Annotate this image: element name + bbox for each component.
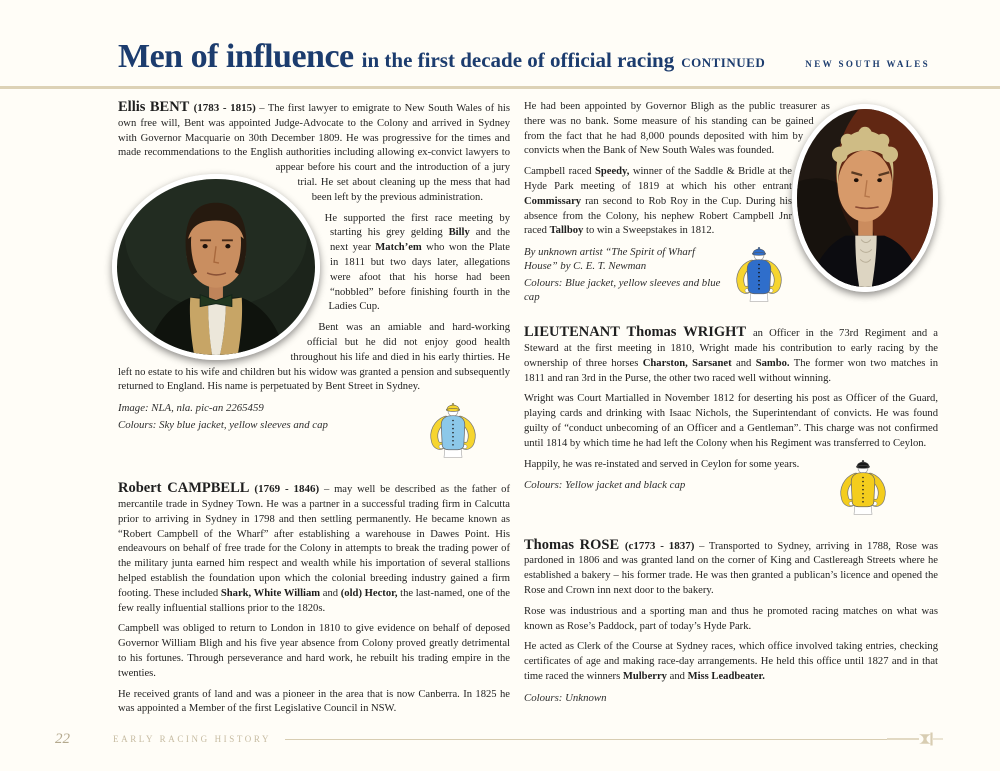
bent-image-credit: Image: NLA, nla. pic-an 2265459	[118, 402, 264, 415]
wright-colours-caption: Colours: Yellow jacket and black cap	[524, 479, 686, 492]
page-subtitle: in the first decade of official racing	[361, 48, 675, 72]
left-column	[118, 100, 510, 723]
page-footer	[55, 729, 945, 749]
right-column	[524, 100, 938, 708]
bent-colours-caption: Colours: Sky blue jacket, yellow sleeves and cap	[118, 419, 328, 432]
campbell-artist-credit: By unknown artist “The Spirit of Wharf House” by C. E. T. Newman	[524, 246, 695, 273]
bent-caption-block	[118, 401, 510, 467]
wright-intro-paragraph: LIEUTENANT Thomas WRIGHT an Officer in the 73rd Regiment and a Steward at the first meeting in 1810, Wright made his contribution to early racing by the ownership of three horses Charston, Sarsanet and Sambo. The former won two matches in 1811 and ran 3rd in the Purse, the other two raced well without winning.	[524, 324, 939, 384]
section-campbell-continued	[524, 100, 938, 311]
campbell-jockey-silks-icon	[732, 245, 786, 311]
campbell-land-paragraph: He received grants of land and was a pioneer in the area that is now Canberra. In 1825 he was appointed a Member of the first Legislative Council in NSW.	[118, 688, 510, 715]
rose-paddock-paragraph: Rose was industrious and a sporting man and thus he promoted racing matches on what was known as Rose’s Paddock, part of today’s Hyde Park.	[524, 605, 938, 632]
continued-label: CONTINUED	[681, 55, 766, 70]
ellis-bent-painting	[117, 179, 315, 355]
footer-section-label: EARLY RACING HISTORY	[113, 734, 272, 744]
campbell-treasurer-paragraph: He had been appointed by Governor Bligh as the public treasurer as there was no bank. Some measure of his standing can be gained from the fact that he had 8,000 pounds deposited with him by convicts when the Bank of New South Wales was founded.	[524, 101, 830, 157]
page-header	[118, 38, 930, 76]
region-label: NEW SOUTH WALES	[805, 59, 930, 69]
rose-intro-paragraph: Thomas ROSE (c1773 - 1837) – Transported to Sydney, arriving in 1788, Rose was pardoned in 1806 and was granted land on the corner of King and Castlereagh Streets where he established a bakery – his former trade. He was then granted a publican’s licence and opened the Rose and Crown inn next door to the bakery.	[524, 536, 938, 596]
wright-court-martial-paragraph: Wright was Court Martialled in November 1812 for deserting his post as Officer of the Guard, playing cards and drinking with Isaac Nichols, the Superintendant of convicts. He was found guilty of “conduct unbecoming of an Officer and a Gentleman”. This charge was not confirmed until 1814 by which time he had left the Colony when his Regiment was transferred to Ceylon.	[524, 393, 938, 449]
bent-jockey-silks-icon	[426, 401, 480, 467]
robert-campbell-painting	[797, 109, 933, 287]
section-ellis-bent	[118, 100, 510, 467]
header-rule	[0, 86, 1000, 89]
bent-legacy-paragraph: Bent was an amiable and hard-working official but he did not enjoy good health throughout his life and died in his early thirties. He left no estate to his wife and children but his widow was granted a pension and subsequently returned to England. His name is perpetuated by Bent Street in Sydney.	[118, 322, 510, 393]
section-thomas-rose	[524, 538, 938, 705]
page-title: Men of influence	[118, 38, 354, 75]
wright-ceylon-paragraph: Happily, he was re-instated and served in Ceylon for some years.	[524, 458, 800, 470]
footer-rule	[285, 739, 887, 740]
campbell-colours-caption: Colours: Blue jacket, yellow sleeves and blue cap	[524, 277, 721, 304]
robert-campbell-portrait	[792, 104, 940, 310]
wright-caption-block	[524, 458, 938, 524]
campbell-racing-paragraph: Campbell raced Speedy, winner of the Saddle & Bridle at the Hyde Park meeting of 1819 at which his other entrant Commissary ran second to Rob Roy in the Cup. During his absence from the Colony, his nephew Robert Campbell Jnr raced Tallboy to win a Sweepstakes in 1812.	[524, 166, 793, 237]
section-robert-campbell	[118, 481, 510, 717]
rose-colours-caption: Colours: Unknown	[524, 691, 607, 704]
campbell-london-paragraph: Campbell was obliged to return to London in 1810 to give evidence on behalf of deposed Governor William Bligh and his five year absence from Colony proved greatly detrimental to his fortunes. Through perseverance and hard work, he rebuilt his trading empire in the twenties.	[118, 623, 510, 679]
campbell-intro-paragraph: Robert CAMPBELL (1769 - 1846) – may well be described as the father of mercantile trade in Sydney Town. He was a partner in a successful trading firm in Calcutta prior to arriving in Sydney in 1798 and then settling permanently. He became known as “Robert Campbell of the Wharf” after establishing a warehouse in Dawes Point. His endeavours on behalf of free trade for the Colony in attempts to break the trading power of the military junta earned him respect and wealth while his importation of several stallions helped establish the foundation upon which the colonial breeding industry gained a firm footing. These included Shark, White William and (old) Hector, the last-named, one of the few really influential stallions prior to the 1820s.	[118, 480, 511, 614]
bent-intro-paragraph: Ellis BENT (1783 - 1815) – The first lawyer to emigrate to New South Wales of his own free will, Bent was appointed Judge-Advocate to the Colony and arrived in Sydney with Governor Macquarie on 30th December 1809. He was progressive for the times and made recommendations to the English authorities including allowing ex-convict lawyers to appear before his court and the introduction of a jury trial. He set about cleaning up the mess that had been left by the previous administration.	[118, 99, 510, 203]
page-number: 22	[55, 730, 70, 747]
bent-racing-paragraph: He supported the first race meeting by starting his grey gelding Billy and the next year Match’em who won the Plate in 1811 but two days later, allegations were afoot that his horse had been “nobbled” before finishing fourth in the Ladies Cup.	[324, 212, 510, 313]
wright-jockey-silks-icon	[836, 458, 890, 524]
footer-flourish-icon	[887, 731, 945, 747]
rose-clerk-paragraph: He acted as Clerk of the Course at Sydney races, which office involved taking entries, checking certificates of age and making race-day arrangements. He held this office until 1827 and in that time raced the winners Mulberry and Miss Leadbeater.	[524, 641, 938, 682]
section-thomas-wright	[524, 325, 938, 523]
